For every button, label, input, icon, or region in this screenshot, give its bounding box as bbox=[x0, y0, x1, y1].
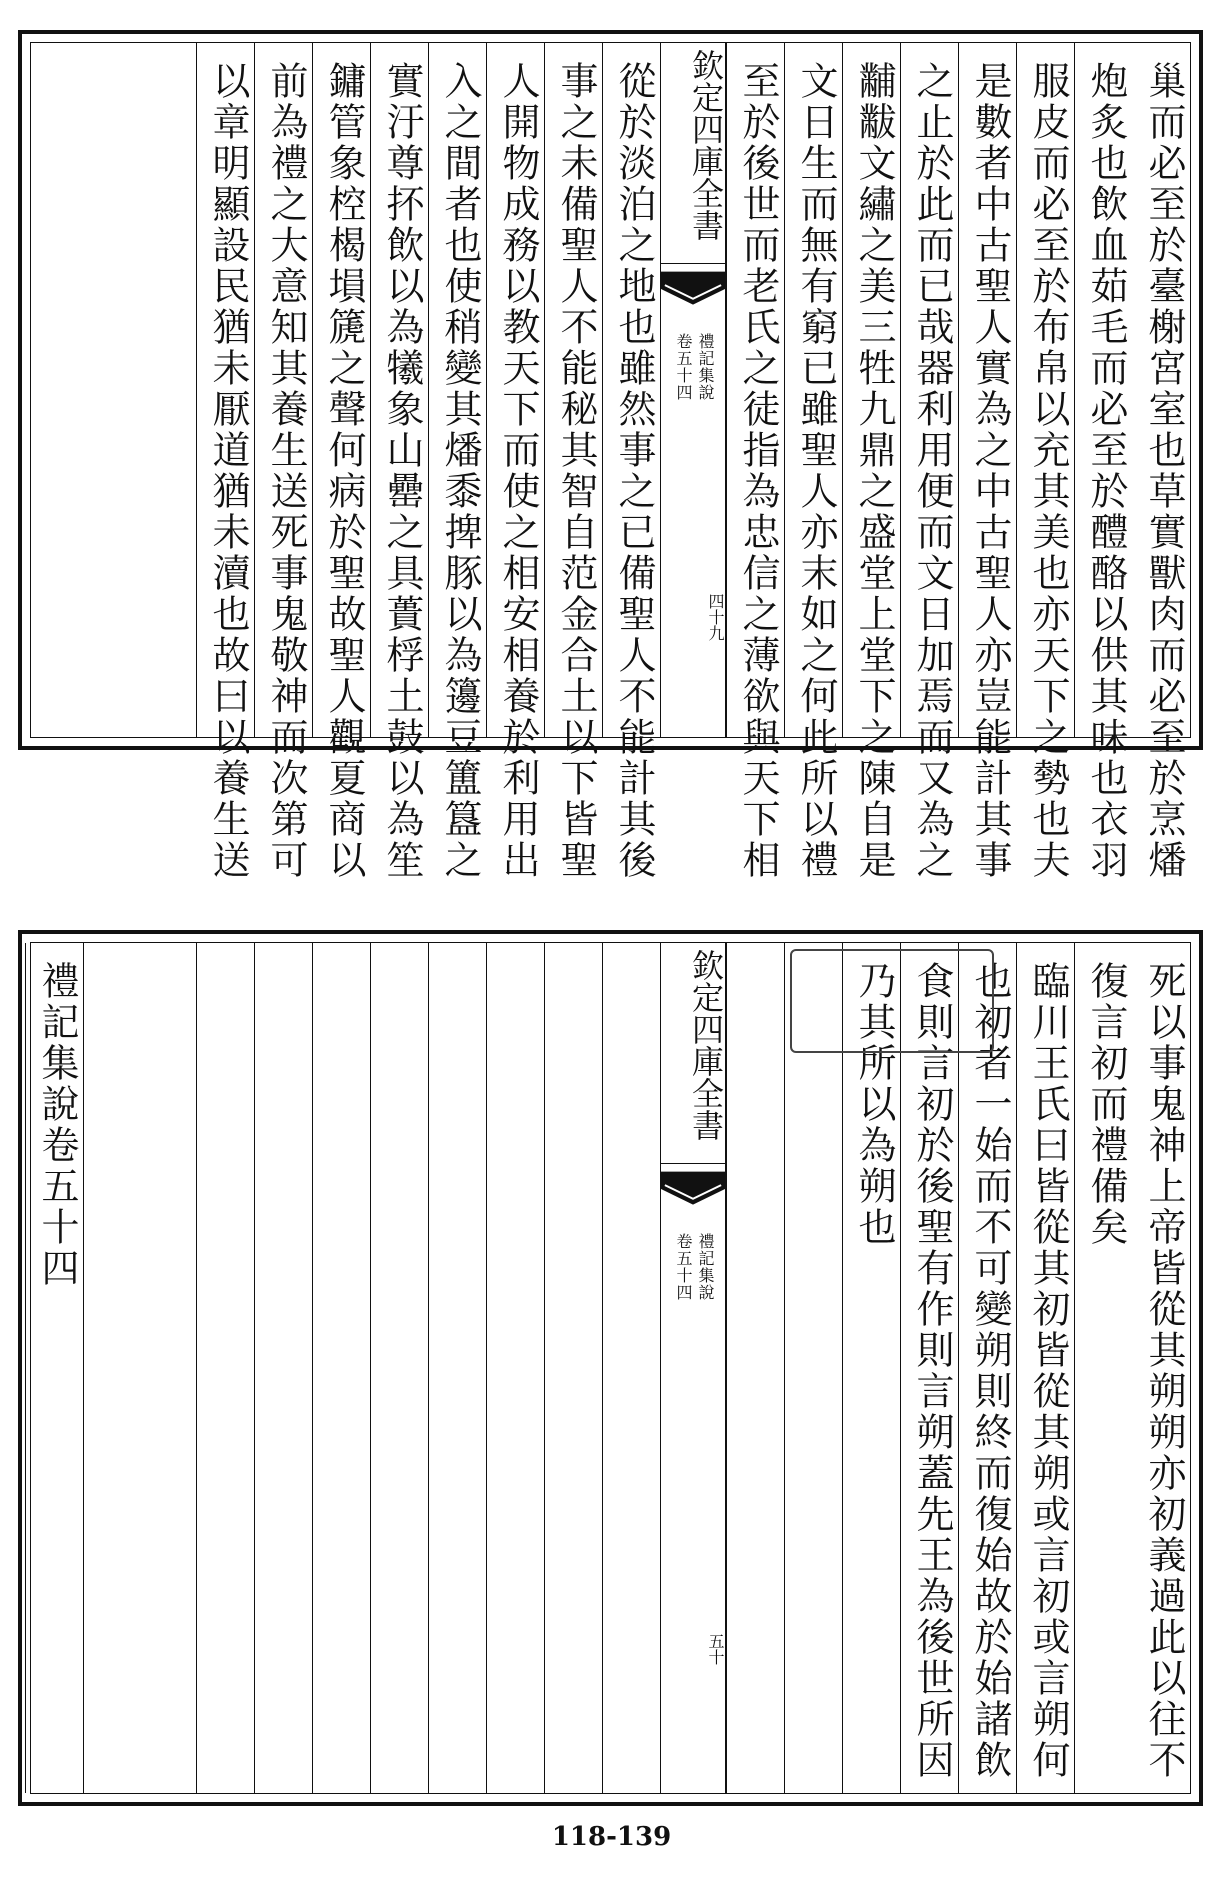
column-text: 人開物成務以教天下而使之相安相養於利用出 bbox=[496, 61, 540, 881]
top-page-frame bbox=[30, 42, 1191, 881]
fish-tail-mark-icon bbox=[661, 1171, 725, 1211]
empty-column bbox=[602, 943, 660, 1793]
empty-column bbox=[254, 943, 312, 1793]
empty-column bbox=[196, 943, 254, 1793]
page-number: 五十 bbox=[706, 1633, 725, 1665]
column-text: 也初者一始而不可變朔則終而復始故於始諸飲 bbox=[968, 961, 1012, 1781]
column-text: 食則言初於後聖有作則言朔蓋先王為後世所因 bbox=[910, 961, 954, 1781]
column-text: 之止於此而已哉器利用便而文日加焉而又為之 bbox=[910, 61, 954, 881]
text-column bbox=[900, 43, 958, 881]
empty-column bbox=[428, 943, 486, 1793]
empty-column bbox=[25, 43, 196, 737]
text-column bbox=[312, 43, 370, 881]
column-text: 事之未備聖人不能秘其智自范金合土以下皆聖 bbox=[554, 61, 598, 881]
text-column bbox=[196, 43, 254, 881]
volume-label: 卷五十四 bbox=[674, 333, 693, 401]
column-text: 文日生而無有窮已雖聖人亦末如之何此所以禮 bbox=[794, 61, 838, 881]
text-column bbox=[1016, 43, 1074, 881]
text-column bbox=[1074, 943, 1132, 1793]
book-title: 禮記集說 bbox=[696, 1233, 715, 1301]
column-text: 炮炙也飲血茹毛而必至於醴酪以供其味也衣羽 bbox=[1084, 61, 1128, 881]
column-text: 臨川王氏曰皆從其初皆從其朔或言初或言朔何 bbox=[1026, 961, 1070, 1781]
column-text: 黼黻文繡之美三牲九鼎之盛堂上堂下之陳自是 bbox=[852, 61, 896, 881]
text-column bbox=[726, 43, 784, 881]
column-text: 鏞管象椌楬塤篪之聲何病於聖故聖人觀夏商以 bbox=[322, 61, 366, 881]
text-column bbox=[370, 43, 428, 881]
collection-title: 欽定四庫全書 bbox=[687, 49, 725, 241]
text-column bbox=[958, 43, 1016, 881]
end-title: 禮記集說卷五十四 bbox=[35, 961, 79, 1289]
column-text: 從於淡泊之地也雖然事之已備聖人不能計其後 bbox=[612, 61, 656, 881]
text-column bbox=[784, 43, 842, 881]
column-text: 復言初而禮備矣 bbox=[1084, 961, 1128, 1248]
commentary-column bbox=[900, 943, 958, 1793]
column-text: 至於後世而老氏之徒指為忠信之薄欲與天下相 bbox=[736, 61, 780, 881]
column-text: 巢而必至於臺榭宮室也草實獸肉而必至於烹燔 bbox=[1142, 61, 1186, 881]
text-column bbox=[1132, 43, 1190, 881]
empty-column bbox=[544, 943, 602, 1793]
column-text: 入之間者也使稍變其燔黍捭豚以為籩豆簠簋之 bbox=[438, 61, 482, 881]
column-text: 服皮而必至於布帛以充其美也亦天下之勢也夫 bbox=[1026, 61, 1070, 881]
volume-label: 卷五十四 bbox=[674, 1233, 693, 1301]
commentary-column bbox=[1016, 943, 1074, 1793]
text-column bbox=[602, 43, 660, 881]
bottom-page bbox=[18, 930, 1203, 1806]
text-column bbox=[842, 43, 900, 881]
commentary-column bbox=[842, 943, 900, 1793]
bottom-page-frame bbox=[30, 942, 1191, 1794]
text-column bbox=[486, 43, 544, 881]
collection-title: 欽定四庫全書 bbox=[687, 949, 725, 1141]
text-column bbox=[428, 43, 486, 881]
empty-column bbox=[784, 943, 842, 1793]
column-text: 以章明顯設民猶未厭道猶未瀆也故曰以養生送 bbox=[206, 61, 250, 881]
column-text: 死以事鬼神上帝皆從其朔朔亦初義過此以往不 bbox=[1142, 961, 1186, 1781]
column-text: 是數者中古聖人實為之中古聖人亦豈能計其事 bbox=[968, 61, 1012, 881]
page-number: 四十九 bbox=[706, 593, 725, 641]
column-text: 前為禮之大意知其養生送死事鬼敬神而次第可 bbox=[264, 61, 308, 881]
sheet-number: 118-139 bbox=[551, 1822, 672, 1852]
column-text: 實汙尊抔飲以為犧象山罍之具蕢桴土鼓以為笙 bbox=[380, 61, 424, 881]
fish-tail-mark-icon bbox=[661, 271, 725, 311]
text-column bbox=[1074, 43, 1132, 881]
empty-column bbox=[83, 943, 196, 1793]
commentary-column bbox=[958, 943, 1016, 1793]
column-text: 乃其所以為朔也 bbox=[852, 961, 896, 1248]
text-column bbox=[544, 43, 602, 881]
text-column bbox=[1132, 943, 1190, 1793]
empty-column bbox=[370, 943, 428, 1793]
center-header bbox=[661, 943, 725, 1164]
center-header bbox=[661, 43, 725, 264]
end-title-column bbox=[25, 943, 83, 1793]
center-fold-column bbox=[660, 943, 726, 1793]
empty-column bbox=[312, 943, 370, 1793]
empty-column bbox=[486, 943, 544, 1793]
book-title: 禮記集說 bbox=[696, 333, 715, 401]
text-column bbox=[254, 43, 312, 881]
top-page bbox=[18, 30, 1203, 881]
center-fold-column bbox=[660, 43, 726, 737]
empty-column bbox=[726, 943, 784, 1793]
